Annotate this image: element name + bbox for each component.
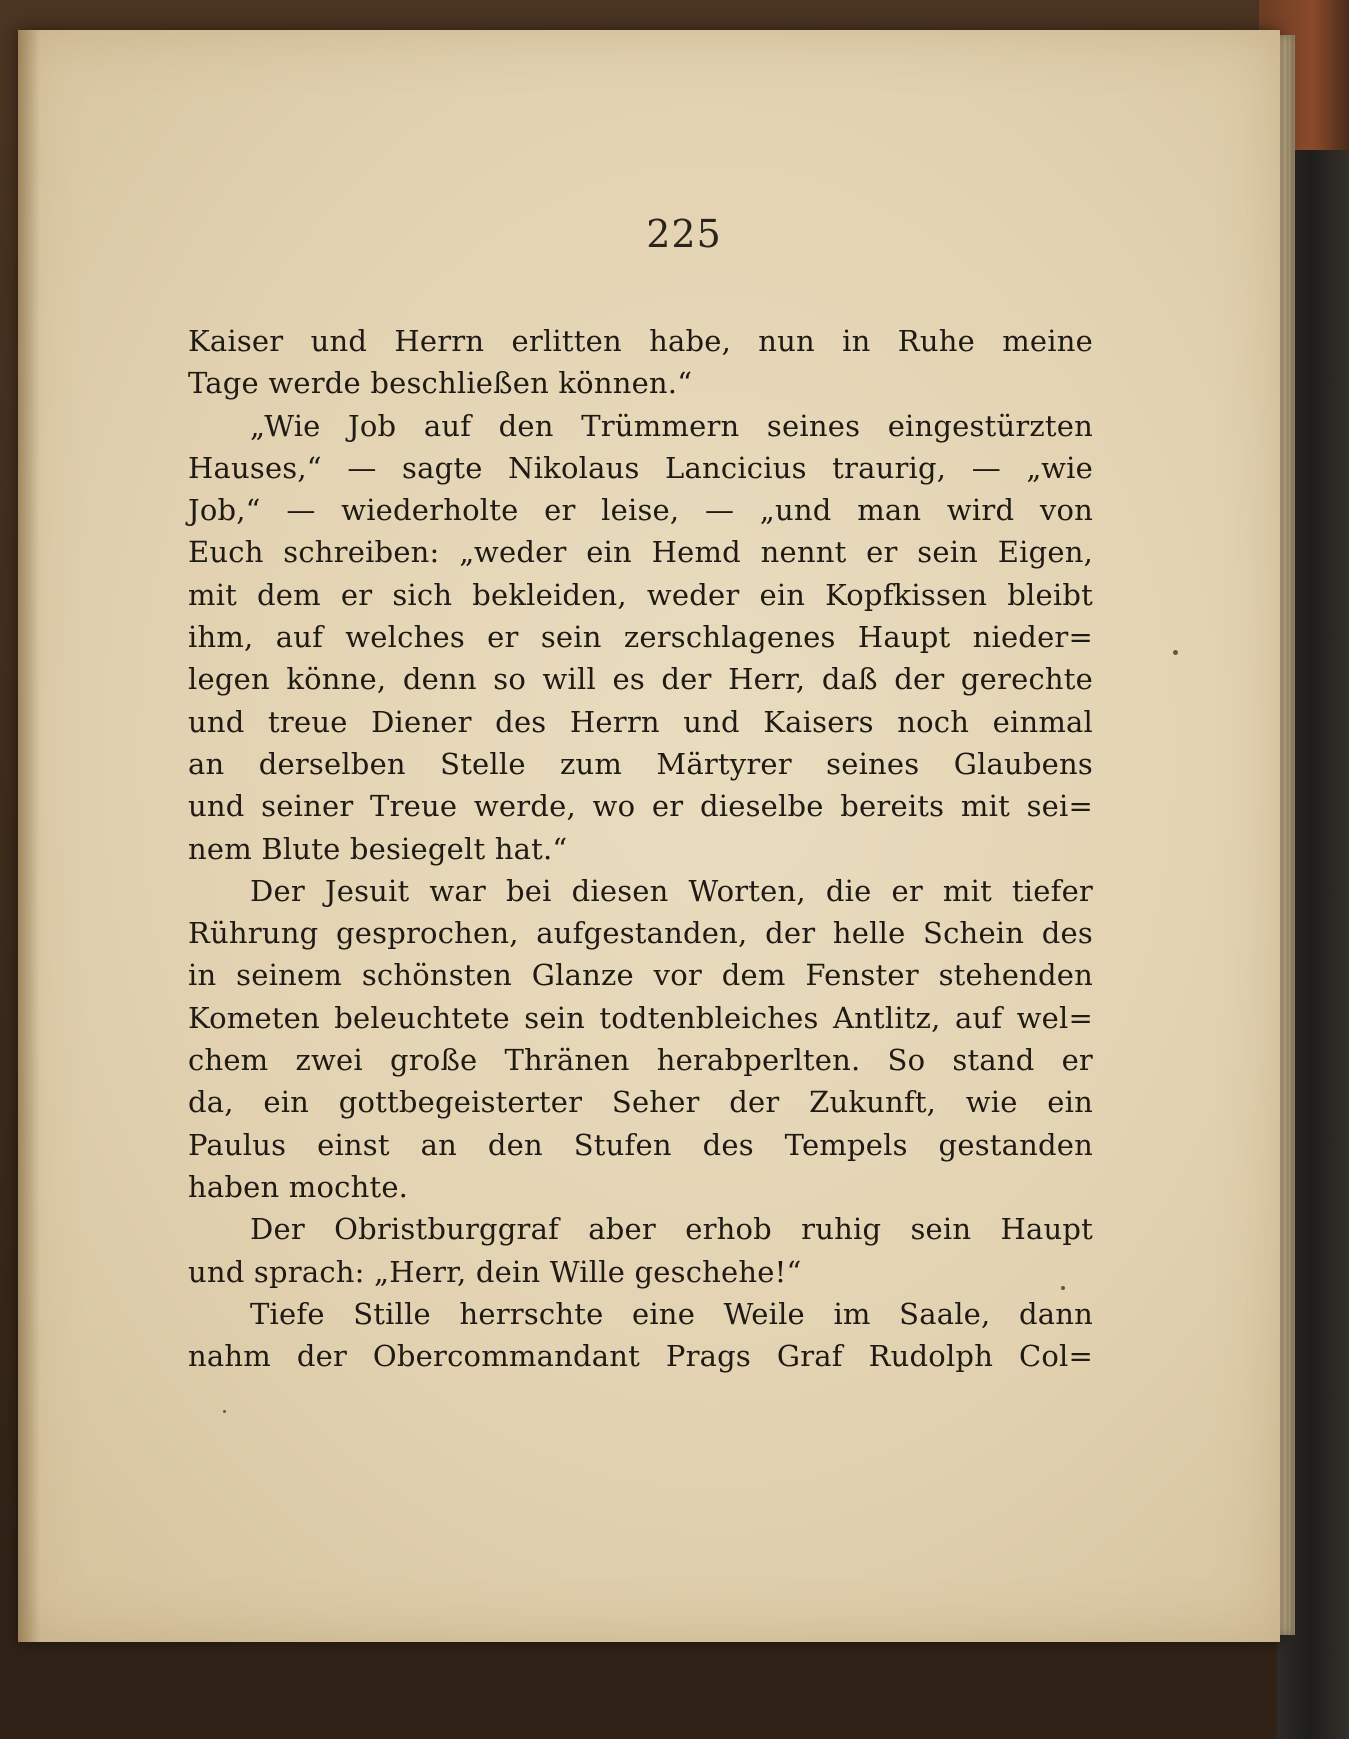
text-line: Euch schreiben: „weder ein Hemd nennt er sein Eigen,: [188, 535, 1093, 570]
text-line: chem zwei große Thränen herabperlten. So stand er: [188, 1043, 1093, 1078]
text-line: Rührung gesprochen, aufgestanden, der helle Schein des: [188, 916, 1093, 951]
page-gutter: [18, 30, 40, 1642]
text-line: Kaiser und Herrn erlitten habe, nun in Ruhe meine: [188, 324, 1093, 358]
text-line: und seiner Treue werde, wo er dieselbe bereits mit sei=: [188, 789, 1093, 824]
text-line: an derselben Stelle zum Märtyrer seines Glaubens: [188, 746, 1093, 781]
text-line: da, ein gottbegeisterter Seher der Zukunft, wie ein: [188, 1085, 1093, 1120]
text-line: legen könne, denn so will es der Herr, daß der gerechte: [188, 662, 1093, 697]
body-text: [188, 320, 1093, 1377]
text-line: Der Obristburggraf aber erhob ruhig sein Haupt: [250, 1212, 1093, 1247]
text-line: in seinem schönsten Glanze vor dem Fenster stehenden: [188, 958, 1093, 993]
text-line: Kometen beleuchtete sein todtenbleiches Antlitz, auf wel=: [188, 1000, 1093, 1035]
paper-speck: [1061, 1286, 1065, 1290]
text-line: und treue Diener des Herrn und Kaisers noch einmal: [188, 704, 1093, 739]
page-number: 225: [646, 212, 722, 256]
text-line: „Wie Job auf den Trümmern seines eingestürzten: [250, 408, 1093, 443]
text-line: und sprach: „Herr, dein Wille geschehe!“: [188, 1254, 802, 1289]
text-line: haben mochte.: [188, 1169, 409, 1204]
text-line: nem Blute besiegelt hat.“: [188, 831, 568, 866]
text-line: Paulus einst an den Stufen des Tempels gestanden: [188, 1127, 1093, 1162]
paper-speck: [223, 1410, 226, 1413]
book-page: [18, 30, 1280, 1642]
text-line: Tage werde beschließen können.“: [188, 366, 693, 401]
paper-speck: [1173, 650, 1178, 655]
text-line: Der Jesuit war bei diesen Worten, die er mit tiefer: [250, 873, 1093, 908]
text-line: ihm, auf welches er sein zerschlagenes Haupt nieder=: [188, 620, 1093, 655]
text-line: Job,“ — wiederholte er leise, — „und man wird von: [188, 493, 1093, 528]
text-line: Tiefe Stille herrschte eine Weile im Saale, dann: [250, 1296, 1093, 1331]
text-line: mit dem er sich bekleiden, weder ein Kopfkissen bleibt: [188, 577, 1093, 612]
text-line: Hauses,“ — sagte Nikolaus Lancicius traurig, — „wie: [188, 450, 1093, 485]
text-line: nahm der Obercommandant Prags Graf Rudolph Col=: [188, 1339, 1093, 1374]
